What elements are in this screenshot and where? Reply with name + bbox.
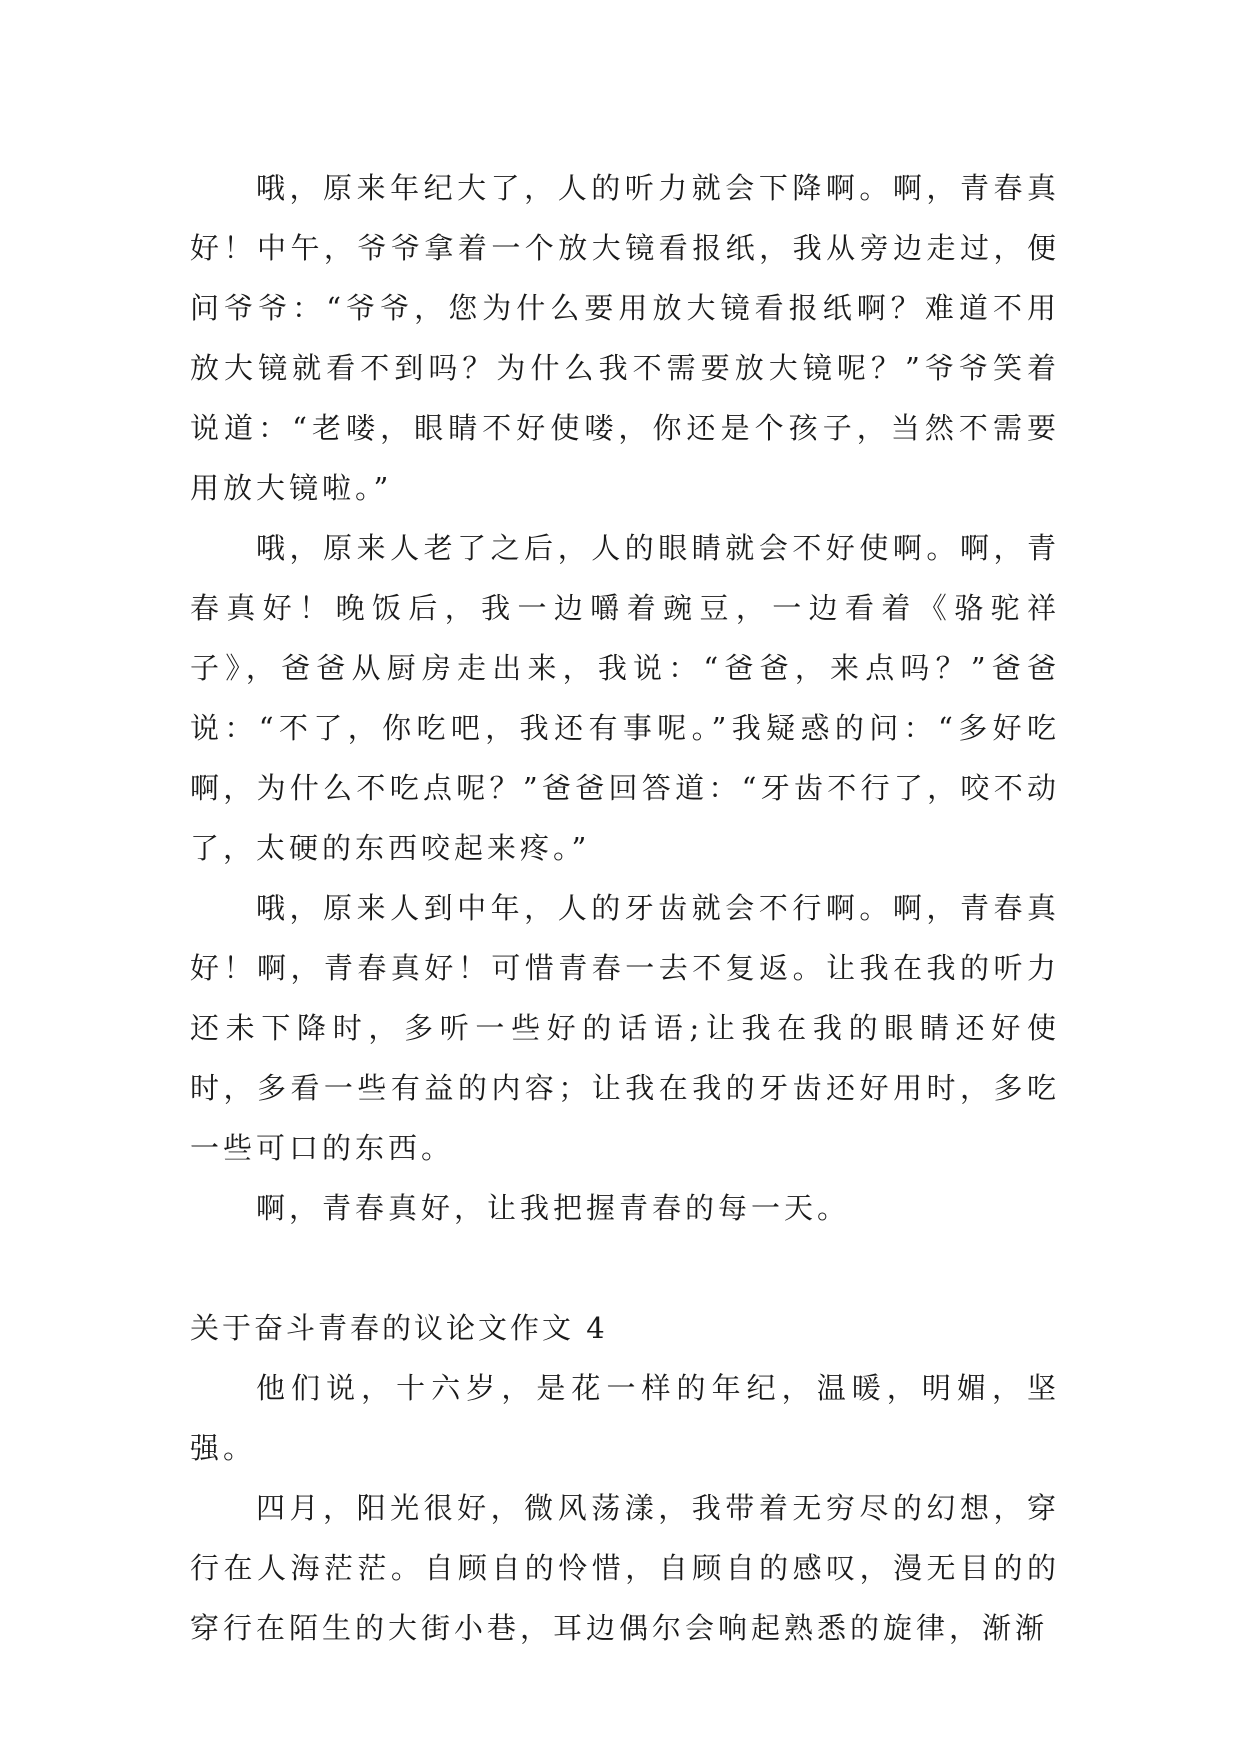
paragraph-conclusion: 啊，青春真好，让我把握青春的每一天。	[256, 1191, 851, 1225]
paragraph-april: 四月，阳光很好，微风荡漾，我带着无穷尽的幻想，穿行在人海茫茫。自顾自的怜惜，自顾自的感叹，漫无目的的穿行在陌生的大街小巷，耳边偶尔会响起熟悉的旋律，渐渐	[190, 1491, 1060, 1645]
paragraph-eyesight: 哦，原来人老了之后，人的眼睛就会不好使啊。啊，青春真好！晚饭后，我一边嚼着豌豆，一边看着《骆驼祥子》，爸爸从厨房走出来，我说：“爸爸，来点吗？”爸爸说：“不了，你吃吧，我还有事呢。”我疑惑的问：“多好吃啊，为什么不吃点呢？”爸爸回答道：“牙齿不行了，咬不动了，太硬的东西咬起来疼。”	[190, 531, 1060, 865]
paragraph-hearing: 哦，原来年纪大了，人的听力就会下降啊。啊，青春真好！中午，爷爷拿着一个放大镜看报纸，我从旁边走过，便问爷爷：“爷爷，您为什么要用放大镜看报纸啊？难道不用放大镜就看不到吗？为什么我不需要放大镜呢？”爷爷笑着说道：“老喽，眼睛不好使喽，你还是个孩子，当然不需要用放大镜啦。”	[190, 171, 1060, 505]
paragraph-teeth: 哦，原来人到中年，人的牙齿就会不行啊。啊，青春真好！啊，青春真好！可惜青春一去不复返。让我在我的听力还未下降时，多听一些好的话语;让我在我的眼睛还好使时，多看一些有益的内容；让我在我的牙齿还好用时，多吃一些可口的东西。	[190, 891, 1060, 1165]
paragraph-sixteen: 他们说，十六岁，是花一样的年纪，温暖，明媚，坚强。	[190, 1371, 1060, 1465]
document-body	[190, 158, 1060, 1658]
essay-heading: 关于奋斗青春的议论文作文 4	[190, 1311, 608, 1345]
